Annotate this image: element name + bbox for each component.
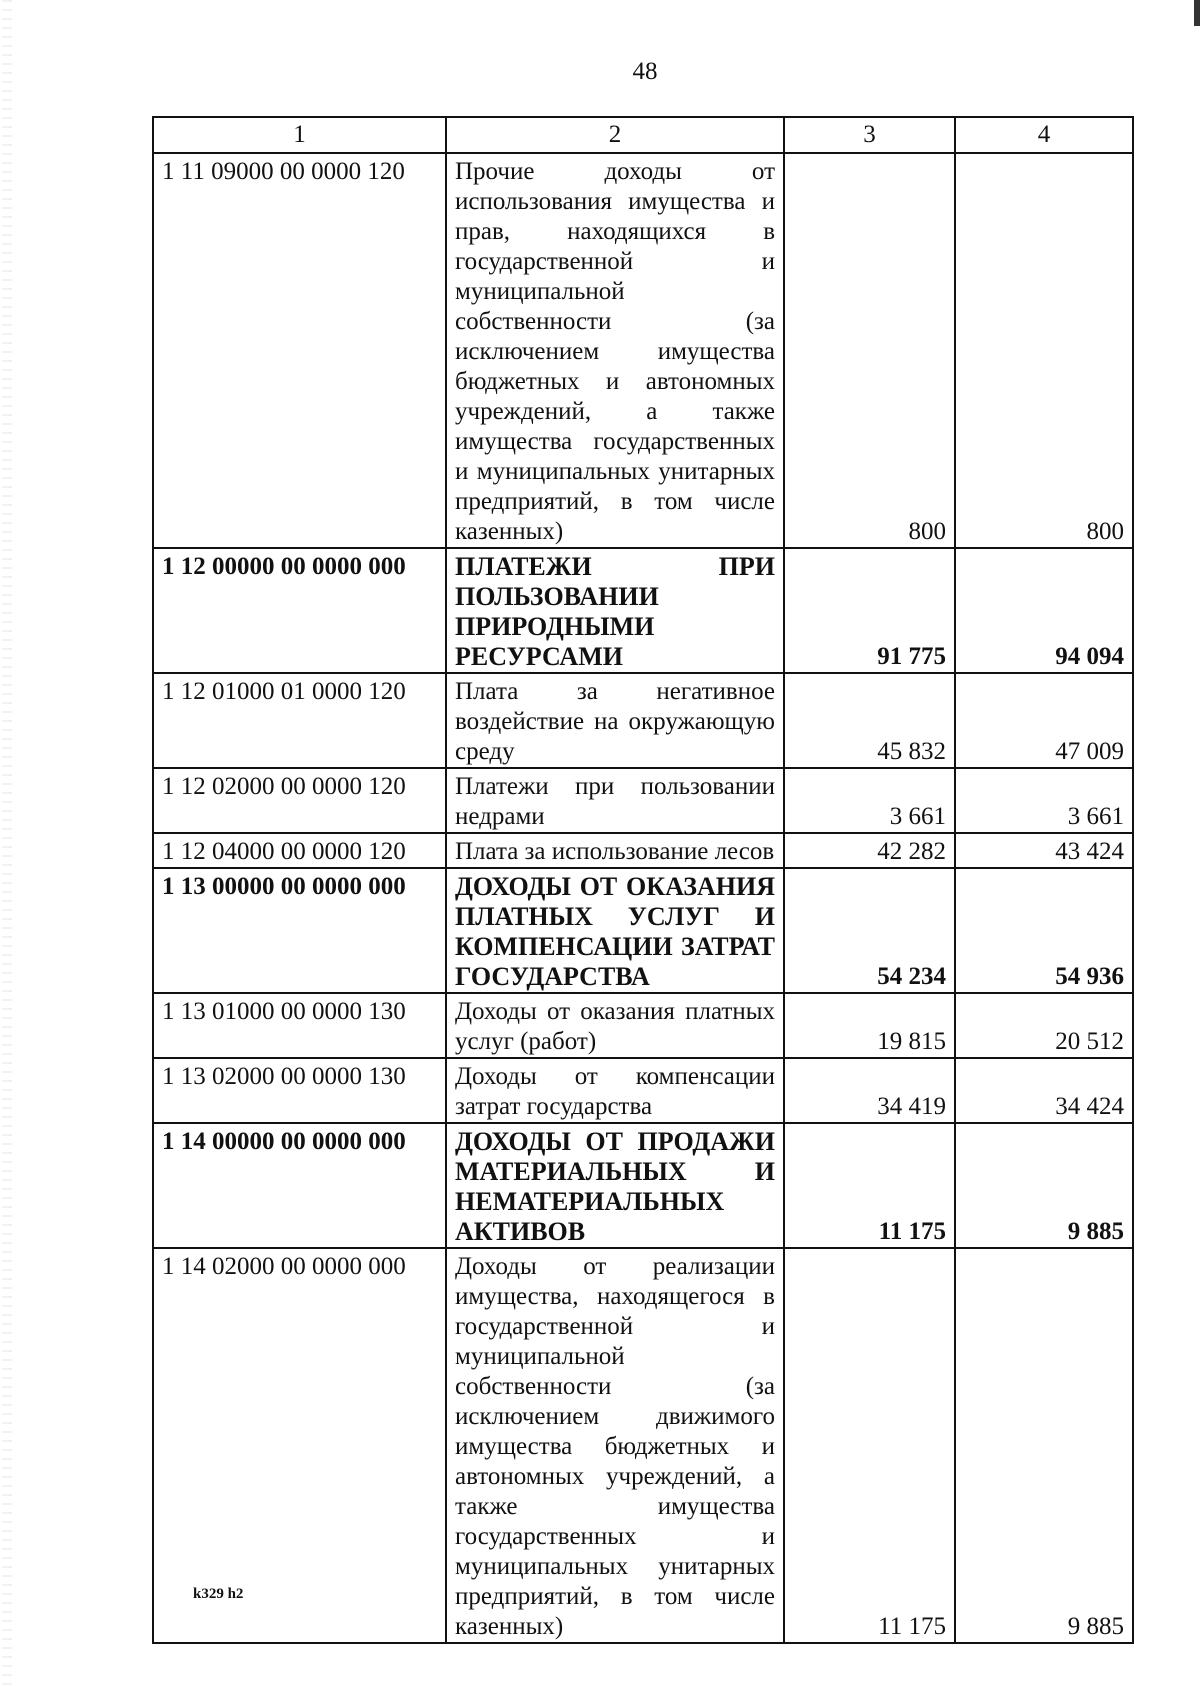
row-value-col4-cell: 94 094	[955, 548, 1133, 673]
row-value-col3-cell: 42 282	[784, 833, 955, 868]
row-code-cell: 1 13 00000 00 0000 000	[153, 868, 446, 993]
row-value-col3-cell: 91 775	[784, 548, 955, 673]
row-code-cell: 1 13 01000 00 0000 130	[153, 993, 446, 1058]
row-value-col3-cell: 45 832	[784, 673, 955, 768]
row-value-col3-cell: 19 815	[784, 993, 955, 1058]
row-name-cell: Доходы от оказания платных услуг (работ)	[446, 993, 784, 1058]
row-code-cell: 1 12 04000 00 0000 120	[153, 833, 446, 868]
row-value-col4-cell: 43 424	[955, 833, 1133, 868]
row-value-col4-cell: 3 661	[955, 768, 1133, 833]
budget-revenue-table	[152, 116, 1134, 1644]
header-col-2: 2	[446, 117, 784, 153]
row-code-cell: 1 12 00000 00 0000 000	[153, 548, 446, 673]
row-value-col3-cell: 11 175	[784, 1123, 955, 1248]
row-name-cell: Плата за использование лесов	[446, 833, 784, 868]
row-value-col4-cell: 34 424	[955, 1058, 1133, 1123]
row-name-cell: ДОХОДЫ ОТ ОКАЗАНИЯ ПЛАТНЫХ УСЛУГ И КОМПЕНСАЦИИ ЗАТРАТ ГОСУДАРСТВА	[446, 868, 784, 993]
table-row	[153, 1058, 1133, 1123]
header-col-4: 4	[955, 117, 1133, 153]
row-value-col4-cell: 47 009	[955, 673, 1133, 768]
row-name-cell: ДОХОДЫ ОТ ПРОДАЖИ МАТЕРИАЛЬНЫХ И НЕМАТЕРИАЛЬНЫХ АКТИВОВ	[446, 1123, 784, 1248]
row-name-cell: Доходы от реализации имущества, находящегося в государственной и муниципальной собственности (за исключением движимого имущества бюджетных и автономных учреждений, а также имущества государственных и муниципальных унитарных предприятий, в том числе казенных)	[446, 1248, 784, 1643]
table-body	[153, 153, 1133, 1643]
table-row	[153, 993, 1133, 1058]
row-value-col4-cell: 9 885	[955, 1248, 1133, 1643]
row-value-col4-cell: 54 936	[955, 868, 1133, 993]
table-header-row	[153, 117, 1133, 153]
footer-document-code: k329 h2	[193, 1586, 244, 1602]
table-row	[153, 1248, 1133, 1643]
row-value-col4-cell: 20 512	[955, 993, 1133, 1058]
row-name-cell: Платежи при пользовании недрами	[446, 768, 784, 833]
row-name-cell: Доходы от компенсации затрат государства	[446, 1058, 784, 1123]
row-code-cell: 1 13 02000 00 0000 130	[153, 1058, 446, 1123]
row-code-cell: 1 11 09000 00 0000 120	[153, 153, 446, 548]
row-name-cell: Плата за негативное воздействие на окружающую среду	[446, 673, 784, 768]
scan-corner-mark	[1194, 0, 1200, 26]
row-value-col3-cell: 34 419	[784, 1058, 955, 1123]
row-code-cell: 1 14 00000 00 0000 000	[153, 1123, 446, 1248]
row-value-col3-cell: 54 234	[784, 868, 955, 993]
row-code-cell: 1 12 02000 00 0000 120	[153, 768, 446, 833]
header-col-1: 1	[153, 117, 446, 153]
row-name-cell: ПЛАТЕЖИ ПРИ ПОЛЬЗОВАНИИ ПРИРОДНЫМИ РЕСУРСАМИ	[446, 548, 784, 673]
row-value-col3-cell: 11 175	[784, 1248, 955, 1643]
table-row	[153, 673, 1133, 768]
row-value-col4-cell: 800	[955, 153, 1133, 548]
table-row	[153, 833, 1133, 868]
row-value-col3-cell: 800	[784, 153, 955, 548]
scan-edge-artifact	[2, 0, 12, 1686]
page-number: 48	[632, 58, 658, 85]
row-code-cell: 1 14 02000 00 0000 000	[153, 1248, 446, 1643]
row-value-col3-cell: 3 661	[784, 768, 955, 833]
table-section-row	[153, 868, 1133, 993]
row-name-cell: Прочие доходы от использования имущества и прав, находящихся в государственной и муниципальной собственности (за исключением имущества бюджетных и автономных учреждений, а также имущества государственных и муниципальных унитарных предприятий, в том числе казенных)	[446, 153, 784, 548]
row-code-cell: 1 12 01000 01 0000 120	[153, 673, 446, 768]
table-section-row	[153, 548, 1133, 673]
header-col-3: 3	[784, 117, 955, 153]
table-row	[153, 768, 1133, 833]
row-value-col4-cell: 9 885	[955, 1123, 1133, 1248]
table-section-row	[153, 1123, 1133, 1248]
table-row	[153, 153, 1133, 548]
